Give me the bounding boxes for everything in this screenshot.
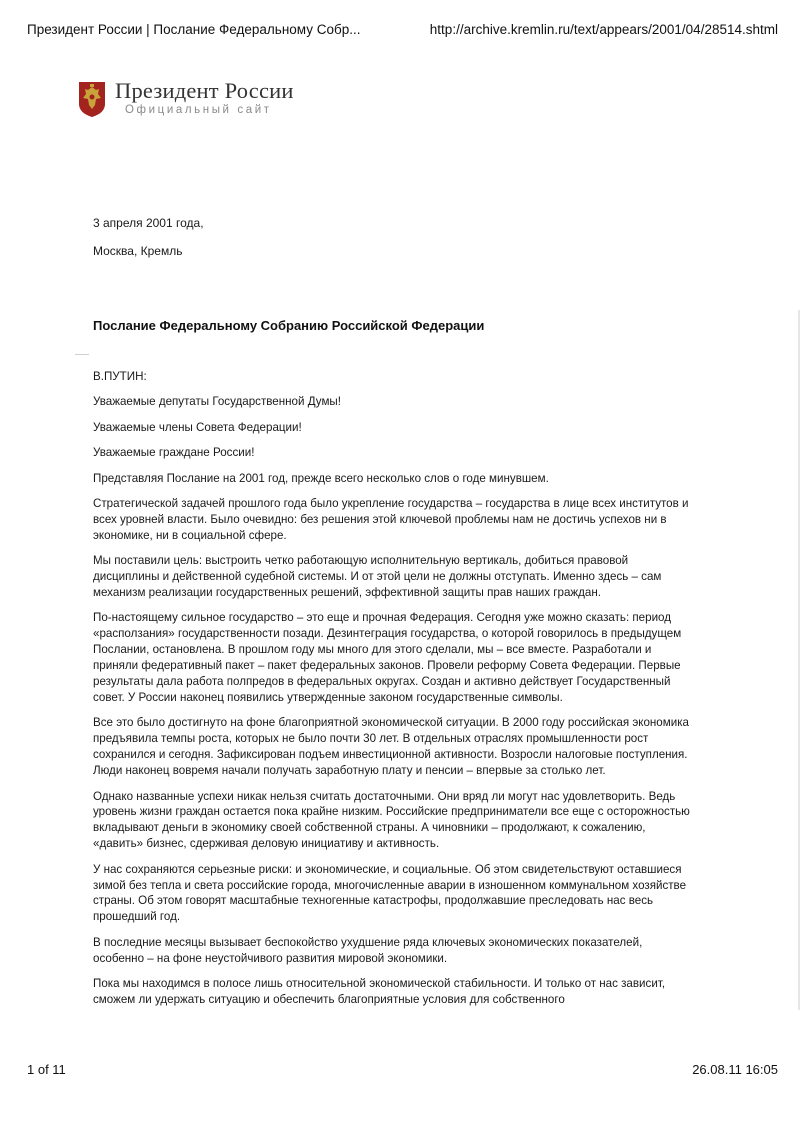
- paragraph: Уважаемые члены Совета Федерации!: [93, 420, 302, 434]
- print-header: [27, 22, 778, 42]
- paragraph: Мы поставили цель: выстроить четко работающую исполнительную вертикаль, добиться правовой дисциплины и действенной судебной системы. И от этой цели не должны отступать. Именно здесь – сам механизм реализации государственных решений, эффективной защиты прав наших граждан.: [93, 554, 662, 600]
- divider: [75, 354, 89, 355]
- paragraph: У нас сохраняются серьезные риски: и экономические, и социальные. Об этом свидетельствуют оставшиеся зимой без тепла и света российские города, многочисленные аварии в изношенном коммунальном хозяйстве страны. Об этом говорят масштабные техногенные катастрофы, продолжавшие преследовать нас весь прошедший год.: [93, 862, 687, 924]
- paragraph: По-настоящему сильное государство – это еще и прочная Федерация. Сегодня уже можно сказать: период «расползания» государственности позади. Дезинтеграция государства, о которой говорилось в предыдущем Послании, остановлена. В прошлом году мы много для этого сделали, мы – все вместе. Разработали и приняли федеративный пакет – пакет федеральных законов. Провели реформу Совета Федерации. Первые результаты дала работа полпредов в федеральных округах. Создан и активно действует Государственный совет. У России наконец появились утвержденные законом государственные символы.: [93, 611, 682, 704]
- page-url[interactable]: http://archive.kremlin.ru/text/appears/2001/04/28514.shtml: [429, 22, 778, 37]
- paragraph: Все это было достигнуто на фоне благоприятной экономической ситуации. В 2000 году российская экономика предъявила темпы роста, которых не было почти 30 лет. В отдельных отраслях промышленности рост сохранился и сегодня. Зафиксирован подъем инвестиционной активности. Возросли налоговые поступления. Люди наконец вовремя начали получать заработную плату и пенсии – впервые за столько лет.: [93, 716, 689, 778]
- logo-subtitle: Официальный сайт: [125, 104, 272, 116]
- logo-title: Президент России: [115, 78, 294, 103]
- paragraph: Пока мы находимся в полосе лишь относительной экономической стабильности. И только от нас зависит, сможем ли удержать ситуацию и обеспечить благоприятные условия для собственного: [93, 977, 666, 1006]
- document-date: 3 апреля 2001 года,: [93, 216, 204, 230]
- paragraph: Уважаемые депутаты Государственной Думы!: [93, 395, 341, 409]
- paragraph: Представляя Послание на 2001 год, прежде всего несколько слов о годе минувшем.: [93, 471, 549, 485]
- paragraph: Уважаемые граждане России!: [93, 446, 255, 460]
- paragraph: Однако названные успехи никак нельзя считать достаточными. Они вряд ли могут нас удовлетворить. Ведь уровень жизни граждан остается пока крайне низким. Российские предприниматели все еще с осторожностью вкладывают деньги в экономику своей собственной страны. А чиновники – продолжают, к сожалению, «давить» бизнес, сдерживая деловую инициативу и активность.: [93, 789, 690, 851]
- document-body: [93, 369, 696, 1017]
- paragraph: Стратегической задачей прошлого года было укрепление государства – государства в лице всех институтов и всех уровней власти. Было очевидно: без решения этой ключевой проблемы нам не достичь успехов ни в экономике, ни в социальной сфере.: [93, 497, 689, 542]
- document-heading: Послание Федеральному Собранию Российской Федерации: [93, 318, 485, 333]
- russian-coat-of-arms-icon: [77, 80, 107, 118]
- page-title: Президент России | Послание Федеральному Собр...: [27, 22, 361, 37]
- page-indicator: 1 of 11: [27, 1062, 66, 1077]
- paragraph: В последние месяцы вызывает беспокойство ухудшение ряда ключевых экономических показателей, особенно – на фоне неустойчивого развития мировой экономики.: [93, 935, 643, 965]
- paragraph: В.ПУТИН:: [93, 370, 147, 383]
- document-place: Москва, Кремль: [93, 244, 183, 258]
- site-logo[interactable]: [77, 78, 307, 122]
- print-timestamp: 26.08.11 16:05: [692, 1062, 778, 1077]
